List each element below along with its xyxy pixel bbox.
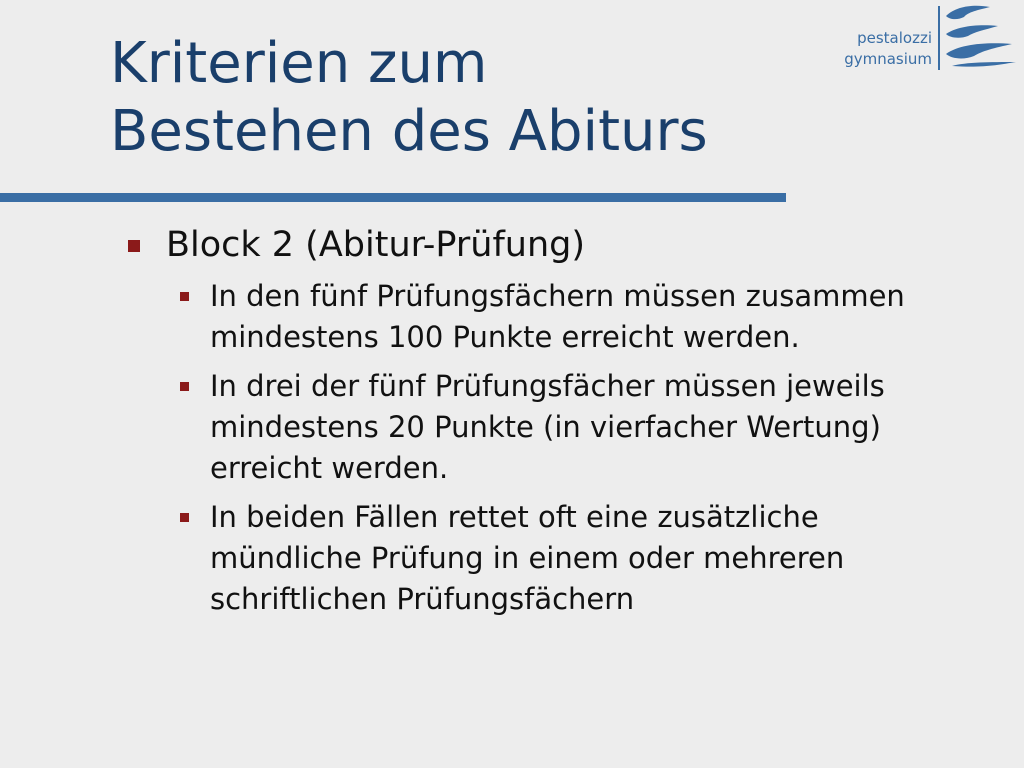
slide-content bbox=[128, 222, 988, 628]
sub-bullet-item bbox=[178, 497, 968, 620]
slide-title-line-1: Kriterien zum bbox=[110, 31, 488, 96]
main-bullet bbox=[128, 222, 988, 268]
logo-divider bbox=[938, 6, 940, 70]
sub-bullet-text: In beiden Fällen rettet oft eine zusätzliche mündliche Prüfung in einem oder mehreren schriftlichen Prüfungsfächern bbox=[210, 500, 845, 616]
sub-bullet-item bbox=[178, 366, 968, 489]
square-bullet-icon bbox=[128, 240, 140, 252]
slide-title-line-2: Bestehen des Abiturs bbox=[110, 99, 708, 164]
square-bullet-icon bbox=[180, 292, 189, 301]
sub-bullet-item bbox=[178, 276, 968, 358]
sub-bullet-list bbox=[178, 276, 968, 620]
square-bullet-icon bbox=[180, 513, 189, 522]
title-divider bbox=[0, 193, 786, 202]
square-bullet-icon bbox=[180, 382, 189, 391]
sub-bullet-text: In den fünf Prüfungsfächern müssen zusammen mindestens 100 Punkte erreicht werden. bbox=[210, 279, 905, 354]
sub-bullet-text: In drei der fünf Prüfungsfächer müssen jeweils mindestens 20 Punkte (in vierfacher Wertung) erreicht werden. bbox=[210, 369, 885, 485]
pestalozzi-wave-logo-icon bbox=[942, 4, 1020, 72]
logo-text bbox=[844, 28, 932, 70]
logo-text-line-2: gymnasium bbox=[844, 50, 932, 68]
logo-text-line-1: pestalozzi bbox=[857, 29, 932, 47]
main-bullet-text: Block 2 (Abitur-Prüfung) bbox=[166, 225, 586, 265]
school-logo bbox=[830, 4, 1020, 72]
slide-title bbox=[110, 30, 708, 166]
